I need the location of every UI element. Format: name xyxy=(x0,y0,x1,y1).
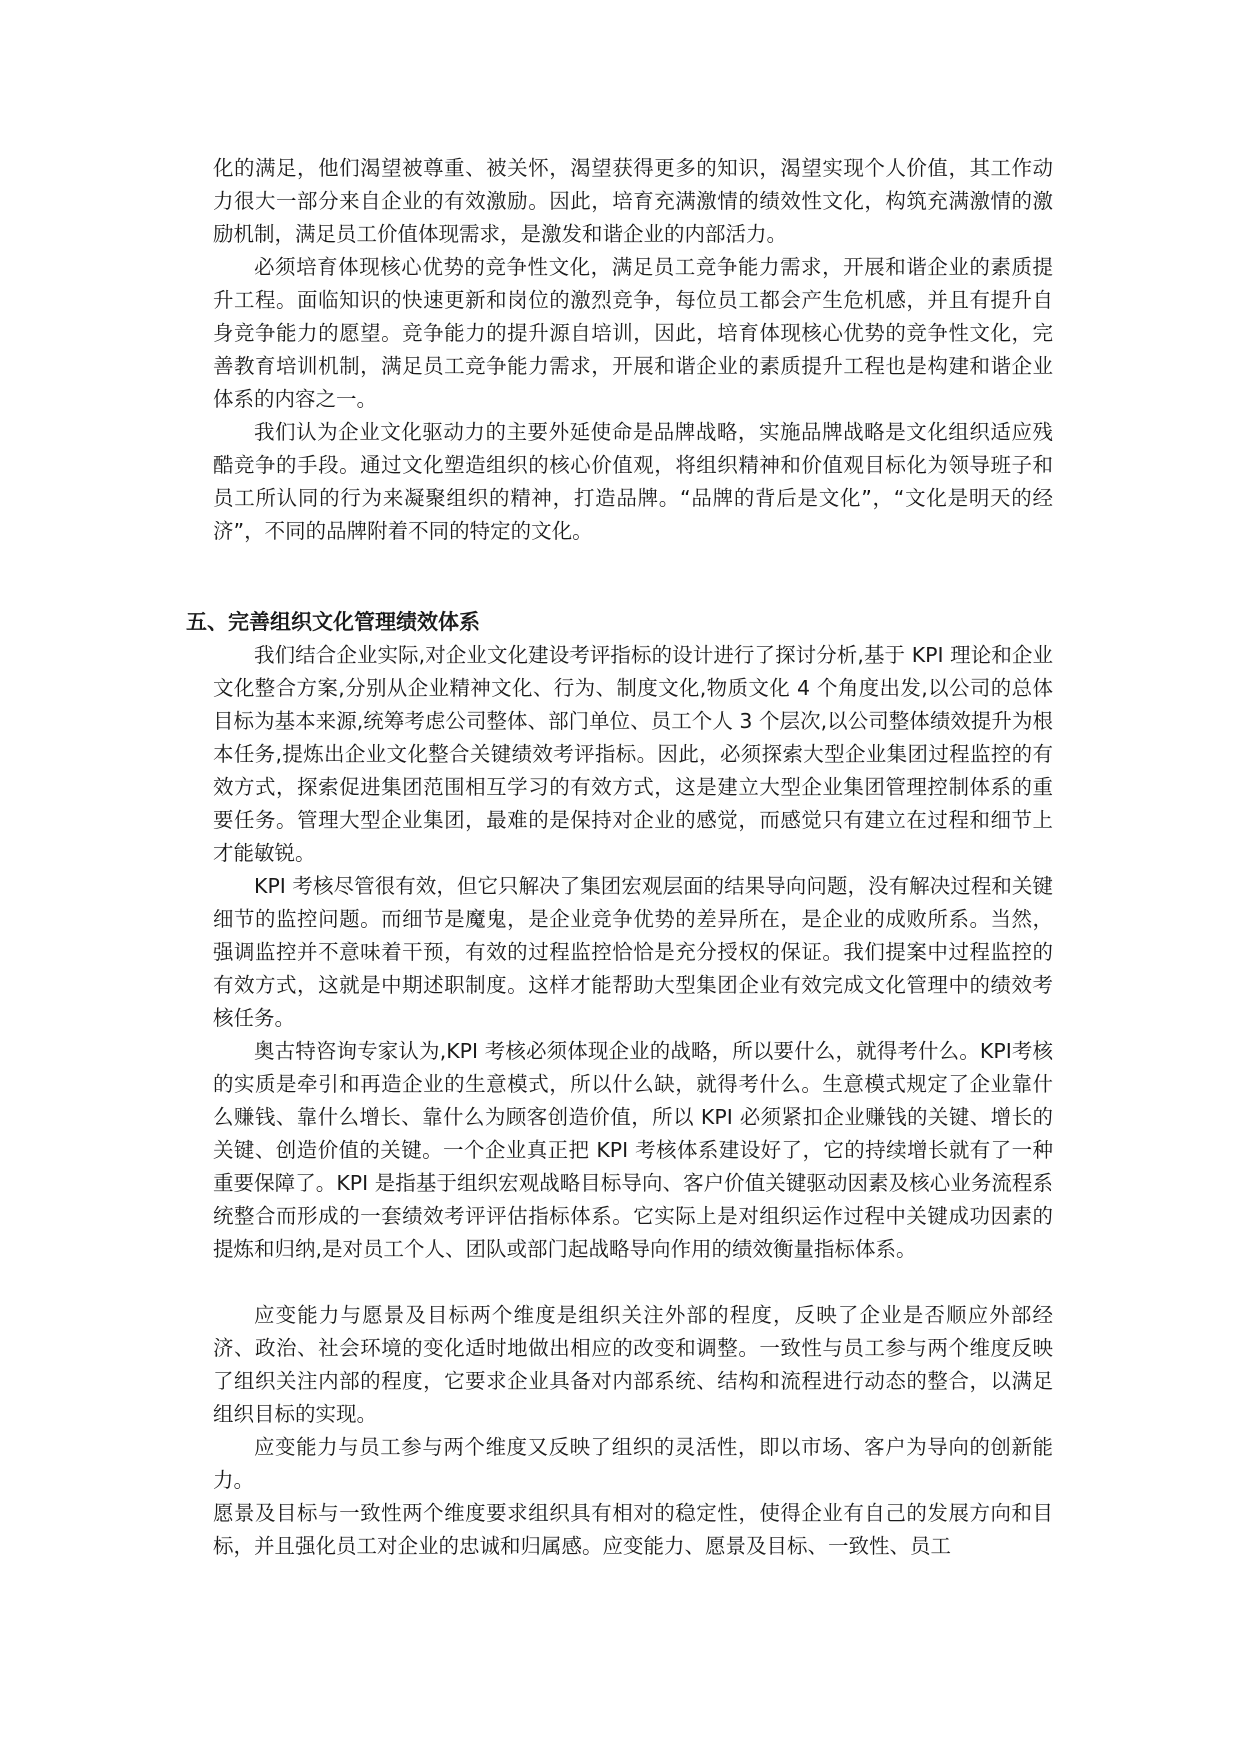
paragraph-continuation-motivation: 化的满足，他们渴望被尊重、被关怀，渴望获得更多的知识，渴望实现个人价值，其工作动力很大一部分来自企业的有效激励。因此，培育充满激情的绩效性文化，构筑充满激情的激励机制，满足员工价值体现需求，是激发和谐企业的内部活力。 xyxy=(213,156,1053,246)
paragraph-brand-strategy: 我们认为企业文化驱动力的主要外延使命是品牌战略，实施品牌战略是文化组织适应残酷竞争的手段。通过文化塑造组织的核心价值观，将组织精神和价值观目标化为领导班子和员工所认同的行为来凝聚组织的精神，打造品牌。“品牌的背后是文化”，“文化是明天的经济”，不同的品牌附着不同的特定的文化。 xyxy=(213,420,1053,543)
paragraph-kpi-process-monitoring: KPI 考核尽管很有效，但它只解决了集团宏观层面的结果导向问题，没有解决过程和关键细节的监控问题。而细节是魔鬼，是企业竞争优势的差异所在，是企业的成败所系。当然，强调监控并不意味着干预，有效的过程监控恰恰是充分授权的保证。我们提案中过程监控的有效方式，这就是中期述职制度。这样才能帮助大型集团企业有效完成文化管理中的绩效考核任务。 xyxy=(213,874,1053,1030)
paragraph-kpi-strategy: 奥古特咨询专家认为,KPI 考核必须体现企业的战略，所以要什么，就得考什么。KPI考核的实质是牵引和再造企业的生意模式，所以什么缺，就得考什么。生意模式规定了企业靠什么赚钱、靠什么增长、靠什么为顾客创造价值，所以 KPI 必须紧扣企业赚钱的关键、增长的关键、创造价值的关键。一个企业真正把 KPI 考核体系建设好了，它的持续增长就有了一种重要保障了。KPI 是指基于组织宏观战略目标导向、客户价值关键驱动因素及核心业务流程系统整合而形成的一套绩效考评评估指标体系。它实际上是对组织运作过程中关键成功因素的提炼和归纳,是对员工个人、团队或部门起战略导向作用的绩效衡量指标体系。 xyxy=(213,1039,1053,1261)
paragraph-competitive-culture: 必须培育体现核心优势的竞争性文化，满足员工竞争能力需求，开展和谐企业的素质提升工程。面临知识的快速更新和岗位的激烈竞争，每位员工都会产生危机感，并且有提升自身竞争能力的愿望。竞争能力的提升源自培训，因此，培育体现核心优势的竞争性文化，完善教育培训机制，满足员工竞争能力需求，开展和谐企业的素质提升工程也是构建和谐企业体系的内容之一。 xyxy=(213,255,1053,411)
paragraph-stability: 愿景及目标与一致性两个维度要求组织具有相对的稳定性，使得企业有自己的发展方向和目标，并且强化员工对企业的忠诚和归属感。应变能力、愿景及目标、一致性、员工 xyxy=(213,1501,1053,1558)
paragraph-kpi-evaluation-design: 我们结合企业实际,对企业文化建设考评指标的设计进行了探讨分析,基于 KPI 理论和企业文化整合方案,分别从企业精神文化、行为、制度文化,物质文化 4 个角度出发,以公司的总体目标为基本来源,统筹考虑公司整体、部门单位、员工个人 3 个层次,以公司整体绩效提升为根本任务,提炼出企业文化整合关键绩效考评指标。因此，必须探索大型企业集团过程监控的有效方式，探索促进集团范围相互学习的有效方式，这是建立大型企业集团管理控制体系的重要任务。管理大型企业集团，最难的是保持对企业的感觉，而感觉只有建立在过程和细节上才能敏锐。 xyxy=(213,643,1053,865)
paragraph-flexibility: 应变能力与员工参与两个维度又反映了组织的灵活性，即以市场、客户为导向的创新能力。 xyxy=(213,1435,1053,1492)
section-heading: 五、完善组织文化管理绩效体系 xyxy=(186,610,480,634)
paragraph-external-focus: 应变能力与愿景及目标两个维度是组织关注外部的程度，反映了企业是否顺应外部经济、政治、社会环境的变化适时地做出相应的改变和调整。一致性与员工参与两个维度反映了组织关注内部的程度，它要求企业具备对内部系统、结构和流程进行动态的整合，以满足组织目标的实现。 xyxy=(213,1303,1053,1426)
